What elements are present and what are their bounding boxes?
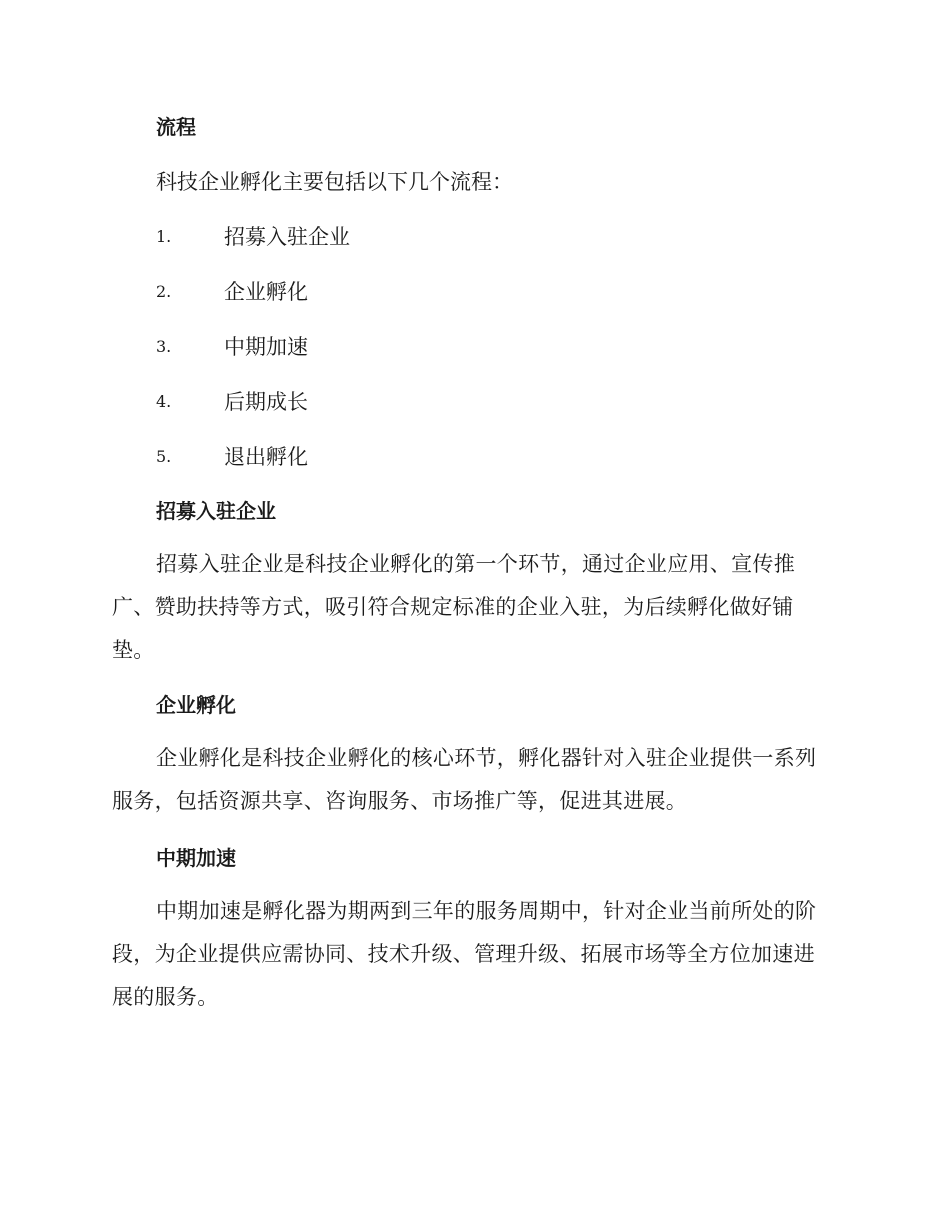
process-intro: 科技企业孵化主要包括以下几个流程： — [156, 170, 513, 194]
section-body-incubation: 企业孵化是科技企业孵化的核心环节，孵化器针对入驻企业提供一系列服务，包括资源共享、咨询服务、市场推广等，促进其进展。 — [112, 746, 817, 813]
list-number: 1. — [156, 227, 172, 246]
section-heading-process: 流程 — [156, 115, 196, 139]
section-heading-acceleration: 中期加速 — [156, 846, 236, 870]
list-text: 企业孵化 — [224, 280, 308, 304]
list-number: 3. — [156, 337, 172, 356]
section-body-recruit: 招募入驻企业是科技企业孵化的第一个环节，通过企业应用、宣传推广、赞助扶持等方式，吸引符合规定标准的企业入驻，为后续孵化做好铺垫。 — [112, 552, 795, 662]
list-number: 5. — [156, 447, 172, 466]
section-heading-recruit: 招募入驻企业 — [156, 499, 276, 523]
section-body-acceleration: 中期加速是孵化器为期两到三年的服务周期中，针对企业当前所处的阶段，为企业提供应需协同、技术升级、管理升级、拓展市场等全方位加速进展的服务。 — [112, 899, 817, 1009]
list-text: 招募入驻企业 — [224, 225, 350, 249]
list-number: 2. — [156, 282, 172, 301]
list-text: 后期成长 — [224, 390, 308, 414]
list-number: 4. — [156, 392, 172, 411]
section-heading-incubation: 企业孵化 — [156, 693, 236, 717]
list-text: 退出孵化 — [224, 445, 308, 469]
list-text: 中期加速 — [224, 335, 308, 359]
